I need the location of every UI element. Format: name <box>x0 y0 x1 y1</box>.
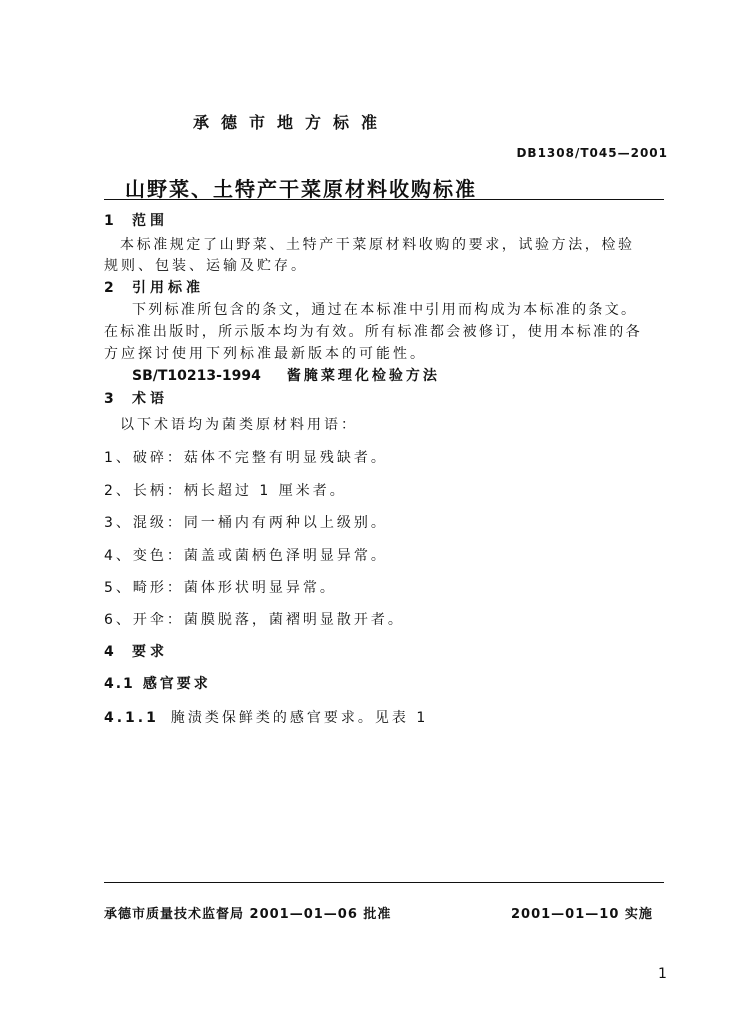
subsection-4-1 <box>104 673 211 693</box>
section-2-line-2: 在标准出版时，所示版本均为有效。所有标准都会被修订，使用本标准的各 <box>104 324 642 340</box>
subsection-4-1-1-number: 4.1.1 <box>104 710 159 726</box>
term-item: 3、混级：同一桶内有两种以上级别。 <box>104 515 388 531</box>
term-item: 4、变色：菌盖或菌柄色泽明显异常。 <box>104 548 388 564</box>
section-4-heading <box>104 641 168 661</box>
term-item: 1、破碎：菇体不完整有明显残缺者。 <box>104 450 388 466</box>
section-2-heading <box>104 277 204 297</box>
section-3-heading <box>104 388 168 408</box>
section-3-intro: 以下术语均为菌类原材料用语： <box>120 417 358 433</box>
section-1-number: 1 <box>104 213 114 229</box>
title-rule <box>104 199 664 200</box>
footer-rule <box>104 882 664 883</box>
section-1-heading <box>104 210 168 230</box>
section-1-line-1: 本标准规定了山野菜、土特产干菜原材料收购的要求，试验方法，检验 <box>120 237 635 253</box>
org-name: 承德市地方标准 <box>193 113 390 132</box>
section-4-title: 要求 <box>132 644 168 660</box>
section-1-line-2: 规则、包装、运输及贮存。 <box>104 258 308 274</box>
section-4-number: 4 <box>104 644 114 660</box>
reference-code: SB/T10213-1994 <box>132 368 261 384</box>
page-number: 1 <box>658 966 667 982</box>
section-3-title: 术语 <box>132 391 168 407</box>
section-2-line-3: 方应探讨使用下列标准最新版本的可能性。 <box>104 346 427 362</box>
issuing-authority: 承德市质量技术监督局 2001—01—06 批准 <box>104 907 392 922</box>
section-3-number: 3 <box>104 391 114 407</box>
reference-standard <box>132 365 440 385</box>
term-item: 5、畸形：菌体形状明显异常。 <box>104 580 337 596</box>
subsection-4-1-1-text: 腌渍类保鲜类的感官要求。见表 1 <box>170 710 429 726</box>
subsection-4-1-1 <box>104 707 428 727</box>
subsection-4-1-number: 4.1 <box>104 676 135 692</box>
effective-date: 2001—01—10 实施 <box>511 907 653 922</box>
section-2-line-1: 下列标准所包含的条文，通过在本标准中引用而构成为本标准的条文。 <box>132 302 638 318</box>
section-2-title: 引用标准 <box>132 280 204 296</box>
section-1-title: 范围 <box>132 213 168 229</box>
document-title: 山野菜、土特产干菜原材料收购标准 <box>125 177 477 201</box>
reference-name: 酱腌菜理化检验方法 <box>286 368 440 384</box>
section-2-number: 2 <box>104 280 114 296</box>
standard-code: DB1308/T045—2001 <box>516 146 668 160</box>
subsection-4-1-title: 感官要求 <box>142 676 211 692</box>
term-item: 6、开伞：菌膜脱落，菌褶明显散开者。 <box>104 612 405 628</box>
term-item: 2、长柄：柄长超过 1 厘米者。 <box>104 483 347 499</box>
